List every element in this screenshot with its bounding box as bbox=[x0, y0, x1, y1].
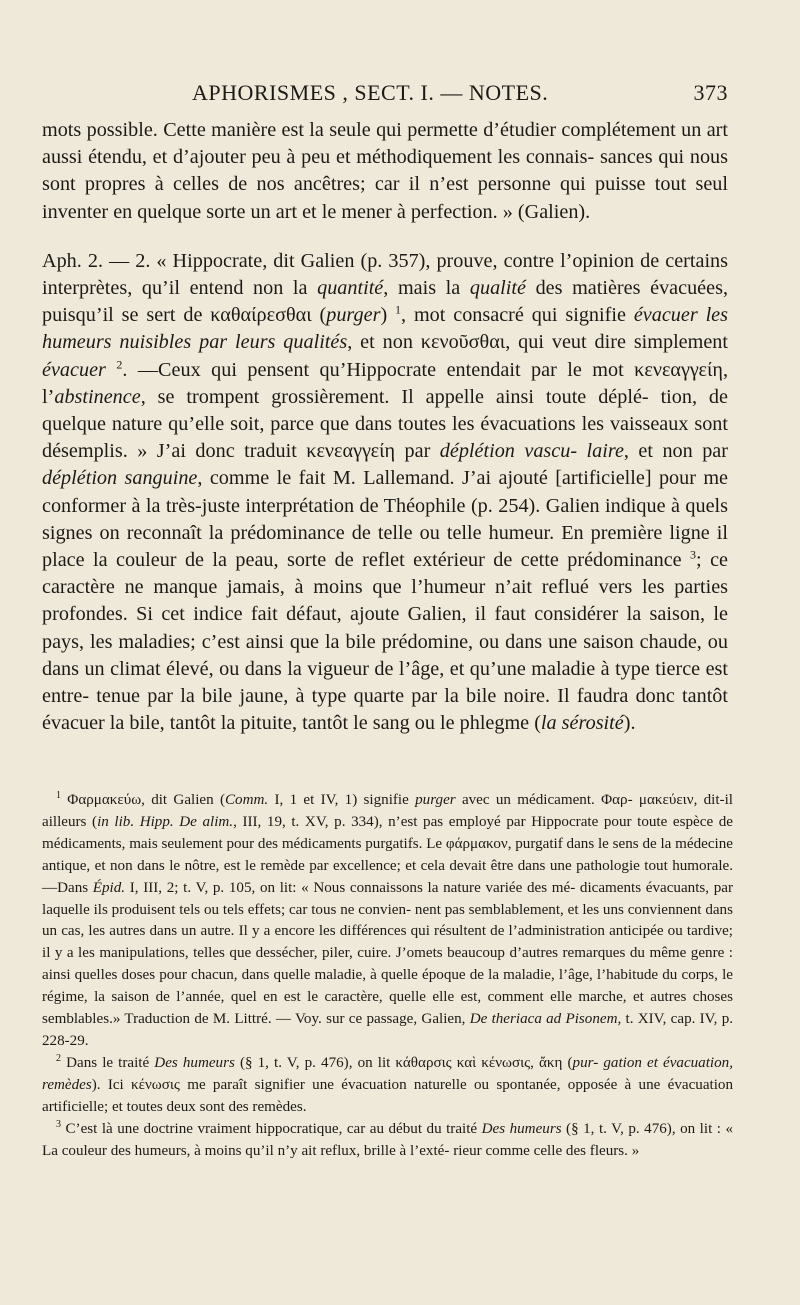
text-segment: , mais la bbox=[383, 277, 470, 300]
text-segment: μακεύειν, dit-il ailleurs ( bbox=[42, 792, 733, 830]
footnote-1 bbox=[42, 790, 733, 1053]
text-segment: certains interprètes, qu’il entend non la bbox=[42, 249, 729, 300]
text-segment: I, 1 et IV, 1) signifie bbox=[268, 792, 416, 808]
text-segment: Dans le traité bbox=[61, 1054, 155, 1071]
text-segment: purgatifs. Le φάρμακον, purgatif dans le sens de la médecine antique, et non dans le bbox=[42, 835, 733, 874]
text-segment: tion, de quelque nature qu’elle soit, parce que dans toutes les évacuations les bbox=[42, 385, 728, 436]
text-segment: t. V, p. 476), on lit : « La couleur des humeurs, à moins qu’il n’y ait reflux, brille à l’exté- bbox=[42, 1120, 733, 1159]
text-line bbox=[56, 1118, 595, 1137]
text-segment: des matières bbox=[525, 277, 641, 300]
text-line bbox=[453, 1143, 639, 1159]
italic-text: Des humeurs bbox=[481, 1120, 562, 1137]
text-segment: (§ 1, bbox=[561, 1120, 595, 1137]
text-segment: . —Ceux qui pensent qu’Hippocrate entendait par le mot bbox=[122, 358, 624, 381]
text-segment: caractère, quelle elle est, comment elle marche, et autres choses semblables.» Traduction bbox=[42, 989, 733, 1028]
text-segment: ) bbox=[380, 304, 396, 327]
running-header bbox=[42, 80, 728, 112]
text-segment: Aph. 2. — 2. « Hippocrate, dit Galien (p. 357), prouve, contre l’opinion de bbox=[42, 249, 660, 272]
text-segment: rieur comme celle des fleurs. » bbox=[453, 1142, 640, 1159]
text-segment: ). Ici κένωσις me paraît signifier une évacuation naturelle ou bbox=[91, 1076, 490, 1093]
text-segment: spontanée, opposée à une évacuation artificielle; et toutes deux sont des remèdes. bbox=[42, 1076, 733, 1115]
text-segment: défaut, ajoute Galien, il faut considérer la saison, le pays, les maladies; c’est bbox=[42, 603, 728, 653]
text-segment: ; ce caractère ne manque jamais, à bbox=[42, 549, 728, 599]
text-segment: ou telle humeur. En première ligne il place la couleur de la peau, sorte de bbox=[42, 521, 729, 572]
text-segment: κενεαγγείη, l’ bbox=[42, 358, 729, 408]
text-segment: , comme le fait M. Lallemand. J’ai ajouté bbox=[197, 467, 548, 490]
text-segment: Φαρμακεύω, dit Galien ( bbox=[61, 792, 225, 808]
text-segment: évacuées, puisqu’il se sert de καθαίρεσθαι ( bbox=[42, 277, 729, 327]
italic-text: évacuer bbox=[42, 358, 106, 381]
italic-text: qualité bbox=[469, 277, 526, 300]
text-line bbox=[96, 685, 728, 707]
italic-text: purger bbox=[326, 304, 381, 327]
text-segment: tenue par la bile jaune, à type quarte par la bile noire. Il faudra donc tantôt bbox=[96, 685, 728, 708]
text-line: sances qui nous sont propres à celles de nos ancêtres; car il n’est personne bbox=[42, 146, 729, 196]
text-segment: , mot consacré qui signifie bbox=[401, 304, 626, 327]
text-segment: moins que l’humeur n’ait reflué vers les parties profondes. Si cet indice fait bbox=[42, 576, 729, 626]
text-segment: vaisseaux sont désemplis. » J’ai donc traduit κενεαγγείη par bbox=[42, 413, 728, 463]
footnote-number: 3 bbox=[56, 1118, 61, 1130]
text-segment: par Hippocrate pour toute espèce de médicaments, mais seulement pour des médicaments bbox=[42, 813, 733, 852]
text-line bbox=[56, 1052, 599, 1071]
footnote-2 bbox=[42, 1053, 733, 1119]
text-line bbox=[194, 1011, 717, 1027]
text-segment: dicaments évacuants, par laquelle ils produisent tels ou tels effets; car tous ne convien- bbox=[42, 879, 734, 918]
text-segment: C’est là une doctrine vraiment hippocratique, car au début du traité bbox=[61, 1120, 482, 1137]
text-line bbox=[185, 858, 733, 874]
text-segment: nôtre, est le remède par excellence; et cela devait être dans une pathologie tout humorale. bbox=[184, 857, 733, 874]
text-line: qui puisse tout seul inventer en quelque sorte un art et le mener à perfection. » bbox=[42, 173, 728, 223]
paragraph-aphorism-2 bbox=[42, 248, 728, 738]
text-line bbox=[42, 880, 575, 896]
italic-text: Épid. bbox=[92, 879, 126, 896]
italic-text: purger bbox=[415, 792, 456, 808]
main-text bbox=[42, 117, 728, 737]
text-segment: I, III, 2; t. V, p. 105, on lit: « Nous connaissons la nature variée des mé- bbox=[125, 879, 576, 896]
text-segment bbox=[106, 359, 116, 381]
text-segment: [artificielle] pour me conformer à la très-juste interprétation de Théophile bbox=[42, 467, 729, 517]
italic-text: quantité bbox=[317, 277, 384, 300]
text-line: mots possible. Cette manière est la seule qui permette d’étudier complétement bbox=[42, 119, 676, 141]
italic-text: gation et évacuation, remèdes bbox=[42, 1054, 733, 1093]
text-line bbox=[42, 250, 659, 272]
text-segment: ainsi que la bile prédomine, ou dans une saison chaude, ou dans un climat bbox=[42, 630, 728, 680]
italic-text: la sérosité bbox=[540, 712, 624, 735]
italic-text: déplétion sanguine bbox=[42, 467, 198, 490]
text-segment: simplement bbox=[633, 331, 729, 354]
text-segment: avec un médicament. Φαρ- bbox=[455, 792, 633, 808]
italic-text: in lib. Hipp. De alim. bbox=[97, 813, 234, 830]
text-segment: , se trompent grossièrement. Il appelle ainsi toute déplé- bbox=[140, 385, 649, 408]
text-segment: —Dans bbox=[42, 879, 93, 896]
text-line: un art aussi étendu, et d’ajouter peu à peu et méthodiquement les connais- bbox=[42, 119, 728, 169]
text-segment: p. 228-29. bbox=[42, 1011, 734, 1049]
running-title: APHORISMES , SECT. I. — NOTES. bbox=[192, 80, 549, 105]
text-segment: ). bbox=[623, 712, 636, 735]
footnote-3 bbox=[42, 1119, 733, 1163]
text-segment: élevé, ou dans la vigueur de l’âge, et qu’une maladie à type tierce est entre- bbox=[42, 657, 728, 708]
text-line bbox=[42, 712, 636, 734]
text-segment: nent pas semblablement, et les uns conviennent dans un cas, les autres dans un autre. Il bbox=[42, 901, 733, 940]
text-line bbox=[99, 945, 645, 961]
footnote-number: 1 bbox=[56, 789, 61, 801]
italic-text: déplétion vascu- bbox=[439, 440, 578, 463]
text-segment: manipulations, telles que dessécher, piler, cuire. J’omets beaucoup d’autres remarques du bbox=[99, 945, 645, 962]
text-segment: même genre : ainsi quelles doses pour chacun, dans quelle maladie, à quelle époque de bbox=[42, 945, 733, 984]
text-segment: (p. 254). Galien indique à quels signes on reconnaît la prédominance de telle bbox=[42, 494, 728, 544]
italic-text: Des humeurs bbox=[154, 1054, 235, 1071]
text-segment: (§ 1, t. V, p. 476), on lit κάθαρσις καὶ κένωσις, ἄκη ( bbox=[234, 1054, 573, 1071]
text-line: (Galien). bbox=[517, 200, 591, 223]
footnote-number: 2 bbox=[56, 1052, 61, 1064]
page-number: 373 bbox=[693, 80, 728, 105]
text-segment: de M. Littré. — Voy. sur ce passage, Galien, bbox=[194, 1011, 470, 1028]
paragraph-continuation bbox=[42, 117, 728, 226]
text-segment: y a encore les différences qui résultent de l’administration anticipée ou tardive; il y a les bbox=[42, 923, 734, 962]
text-segment: évacuer la bile, tantôt la pituite, tantôt le sang ou le phlegme ( bbox=[42, 712, 541, 735]
text-segment: , t. XIV, cap. IV, bbox=[617, 1011, 718, 1028]
text-segment: , et non par bbox=[623, 440, 728, 463]
text-segment: , III, 19, t. XV, p. 334), n’est pas employé bbox=[233, 813, 501, 830]
text-segment: la maladie, l’âge, l’habitude du corps, le régime, la saison de l’année, quel en est le bbox=[42, 967, 733, 1006]
italic-text: évacuer les humeurs nuisibles par leurs qualités bbox=[42, 304, 728, 354]
italic-text: abstinence bbox=[54, 385, 141, 408]
footnote-marker: 3 bbox=[690, 547, 697, 562]
text-line bbox=[56, 789, 633, 808]
italic-text: laire bbox=[586, 440, 624, 463]
italic-text: pur- bbox=[572, 1054, 599, 1071]
footnote-marker: 1 bbox=[395, 302, 402, 317]
footnotes bbox=[42, 790, 733, 1162]
italic-text: De theriaca ad Pisonem bbox=[469, 1011, 618, 1028]
text-segment: reflet extérieur de cette prédominance bbox=[362, 549, 691, 572]
italic-text: Comm. bbox=[224, 792, 269, 808]
footnote-marker: 2 bbox=[116, 356, 123, 371]
text-segment: , et non κενοῦσθαι, qui veut dire bbox=[347, 331, 626, 354]
